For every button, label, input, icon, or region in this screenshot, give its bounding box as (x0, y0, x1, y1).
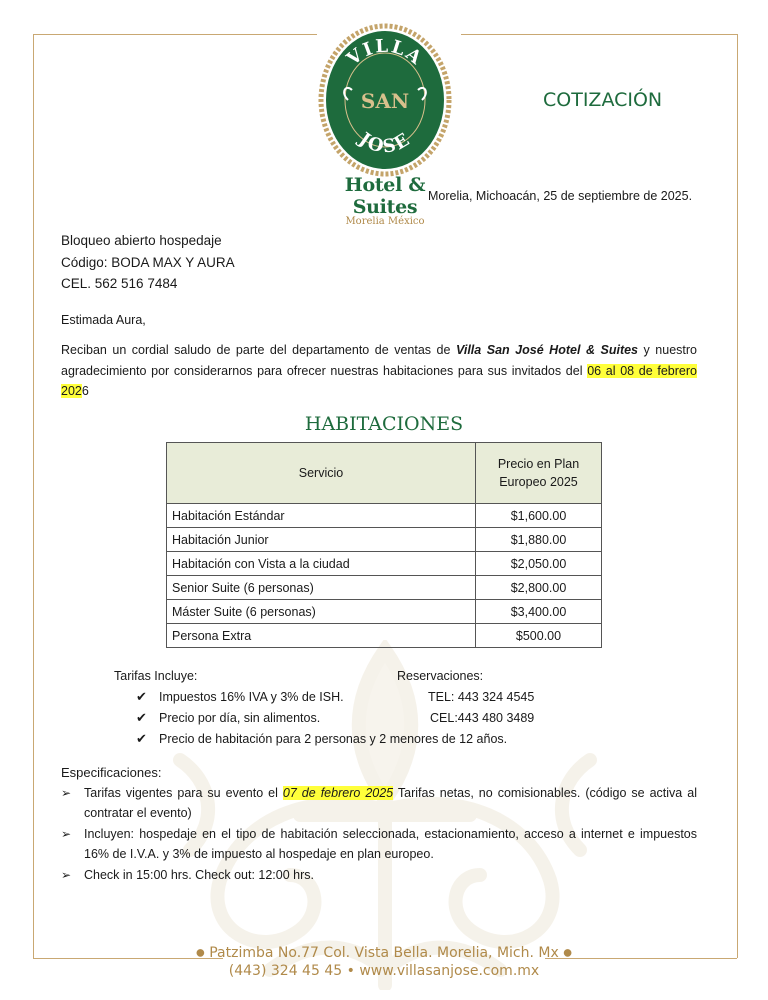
room-price: $3,400.00 (476, 600, 602, 624)
recipient-line: Bloqueo abierto hospedaje (61, 233, 222, 248)
include-text: Precio de habitación para 2 personas y 2 menores de 12 años. (159, 732, 508, 746)
checkmark-icon: ✔ (136, 732, 147, 747)
spec-text: Tarifas vigentes para su evento el (84, 786, 283, 800)
table-row (167, 504, 602, 528)
room-price: $1,600.00 (476, 504, 602, 528)
footer: ● Patzimba No.77 Col. Vista Bella. Morelia, Mich. Mx ● (443) 324 45 45 • www.villasanjose.com.mx (196, 945, 572, 979)
include-text: Precio por día, sin alimentos. (159, 711, 321, 725)
table-row (167, 600, 602, 624)
specs-list (61, 783, 697, 885)
spec-text: Incluyen: hospedaje en el tipo de habitación seleccionada, estacionamiento, acceso a internet e impuestos 16% de I.V.A. y 3% de impuesto al hospedaje en plan europeo. (84, 827, 697, 861)
checkmark-icon: ✔ (136, 711, 147, 726)
spec-text: Check in 15:00 hrs. Check out: 12:00 hrs. (84, 868, 314, 882)
footer-website[interactable]: www.villasanjose.com.mx (359, 963, 540, 979)
recipient-block (61, 230, 235, 295)
frame-line (33, 34, 317, 35)
footer-phone: (443) 324 45 45 (228, 963, 343, 979)
hotel-name: Villa San José Hotel & Suites (455, 343, 639, 357)
rooms-section-title: HABITACIONES (304, 413, 464, 435)
logo-brand-name: Hotel & Suites (344, 174, 426, 218)
footer-address: Patzimba No.77 Col. Vista Bella. Morelia, Mich. Mx (209, 945, 559, 961)
table-row (167, 624, 602, 648)
arrow-bullet-icon: ➢ (61, 868, 72, 882)
event-dates-highlight: 06 al 08 de febrero 202 (61, 363, 697, 398)
table-header-row (167, 443, 602, 504)
list-item (61, 783, 697, 823)
table-row (167, 576, 602, 600)
frame-line (737, 34, 738, 958)
list-item (114, 729, 507, 750)
logo-center-word: SAN (360, 89, 410, 113)
recipient-line: Código: BODA MAX Y AURA (61, 254, 235, 270)
document-title: COTIZACIÓN (543, 89, 663, 111)
include-text: Impuestos 16% IVA y 3% de ISH. (159, 690, 344, 704)
list-item (61, 865, 697, 885)
specs-heading: Especificaciones: (61, 765, 162, 780)
room-service: Senior Suite (6 personas) (167, 576, 476, 600)
reservations-section (397, 669, 534, 729)
event-date-highlight: 07 de febrero 2025 (282, 786, 394, 800)
column-header-price-line: Precio en Plan (497, 457, 580, 471)
reservations-cel: CEL:443 480 3489 (430, 711, 535, 725)
event-dates-tail: 6 (81, 384, 89, 398)
reservations-heading: Reservaciones: (397, 669, 484, 683)
includes-heading: Tarifas Incluye: (114, 669, 198, 683)
list-item (61, 824, 697, 864)
room-service: Habitación Estándar (167, 504, 476, 528)
logo-top-word: VILLA (343, 35, 427, 70)
room-price: $500.00 (476, 624, 602, 648)
logo-bottom-word: JOSE (355, 128, 415, 158)
spec-text: Tarifas netas, no comisionables. (código se activa al contratar el evento) (84, 786, 697, 820)
room-service: Habitación Junior (167, 528, 476, 552)
room-service: Habitación con Vista a la ciudad (167, 552, 476, 576)
table-row (167, 528, 602, 552)
intro-text: y nuestro agradecimiento por considerarnos para ofrecer nuestras habitaciones para sus invitados del (61, 343, 697, 378)
column-header-service: Servicio (167, 443, 476, 504)
frame-line (461, 34, 737, 35)
table-row (167, 552, 602, 576)
checkmark-icon: ✔ (136, 690, 147, 705)
greeting: Estimada Aura, (61, 313, 146, 327)
bullet-dot-icon: ● (563, 947, 572, 959)
bullet-dot-icon: ● (196, 947, 205, 959)
specifications-section (61, 765, 697, 886)
villa-san-jose-logo (318, 22, 452, 178)
room-service: Máster Suite (6 personas) (167, 600, 476, 624)
rates-table (166, 442, 602, 648)
column-header-price-line: Europeo 2025 (499, 475, 578, 489)
room-service: Persona Extra (167, 624, 476, 648)
column-header-price (476, 443, 602, 504)
arrow-bullet-icon: ➢ (61, 827, 72, 841)
recipient-line: CEL. 562 516 7484 (61, 276, 178, 291)
frame-line (33, 34, 34, 958)
room-price: $1,880.00 (476, 528, 602, 552)
intro-paragraph (61, 340, 697, 402)
room-price: $2,050.00 (476, 552, 602, 576)
intro-text: Reciban un cordial saludo de parte del departamento de ventas de (61, 343, 456, 357)
arrow-bullet-icon: ➢ (61, 786, 72, 800)
logo-city: Morelia México (345, 216, 425, 227)
room-price: $2,800.00 (476, 576, 602, 600)
reservations-tel: TEL: 443 324 4545 (428, 690, 535, 704)
place-date: Morelia, Michoacán, 25 de septiembre de 2025. (428, 189, 693, 203)
